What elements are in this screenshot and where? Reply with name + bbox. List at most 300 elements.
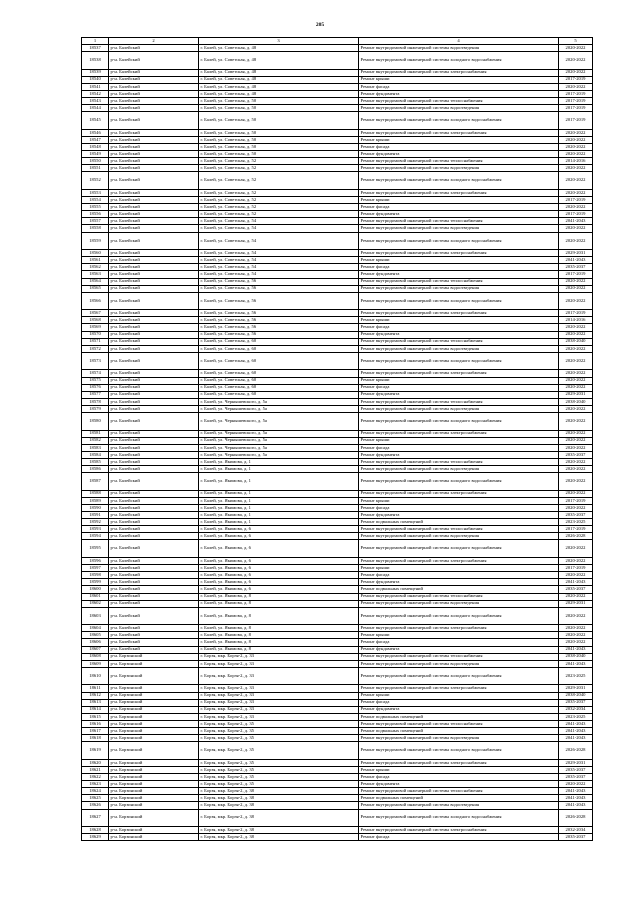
address: г. Балей, ул. Советская, д. 48 bbox=[199, 69, 359, 76]
row-number: 18566 bbox=[82, 292, 109, 310]
term: 2035-2037 bbox=[559, 512, 593, 519]
address: г. Балей, ул. Советская, д. 60 bbox=[199, 384, 359, 391]
address: г. Борзя, мкр. Борзя-2, д. 35 bbox=[199, 759, 359, 766]
row-number: 18603 bbox=[82, 607, 109, 625]
address: г. Борзя, мкр. Борзя-2, д. 35 bbox=[199, 773, 359, 780]
table-row bbox=[82, 204, 593, 211]
district: р-н. Балейский bbox=[109, 285, 199, 292]
page-number: 205 bbox=[315, 22, 325, 28]
address: г. Балей, ул. Якимова, д. 8 bbox=[199, 646, 359, 653]
table-row bbox=[82, 211, 593, 218]
row-number: 18562 bbox=[82, 264, 109, 271]
address: г. Борзя, мкр. Борзя-2, д. 33 bbox=[199, 653, 359, 660]
term: 2029-2031 bbox=[559, 685, 593, 692]
row-number: 18622 bbox=[82, 773, 109, 780]
address: г. Балей, ул. Советская, д. 56 bbox=[199, 310, 359, 317]
row-number: 18577 bbox=[82, 391, 109, 398]
work-type: Ремонт крыши bbox=[359, 257, 559, 264]
table-row bbox=[82, 225, 593, 232]
row-number: 18625 bbox=[82, 795, 109, 802]
row-number: 18617 bbox=[82, 728, 109, 735]
table-row bbox=[82, 519, 593, 526]
table-row bbox=[82, 232, 593, 250]
row-number: 18570 bbox=[82, 331, 109, 338]
term: 2032-2034 bbox=[559, 827, 593, 834]
work-type: Ремонт внутридомовой инженерной системы водоотведения bbox=[359, 225, 559, 232]
address: г. Балей, ул. Якимова, д. 1 bbox=[199, 466, 359, 473]
district: р-н. Балейский bbox=[109, 473, 199, 491]
term: 2020-2022 bbox=[559, 345, 593, 352]
row-number: 18573 bbox=[82, 352, 109, 370]
table-row bbox=[82, 781, 593, 788]
table-row bbox=[82, 151, 593, 158]
district: р-н. Балейский bbox=[109, 519, 199, 526]
table-row bbox=[82, 250, 593, 257]
term: 2041-2043 bbox=[559, 579, 593, 586]
row-number: 18575 bbox=[82, 377, 109, 384]
column-header-5: 5 bbox=[559, 38, 593, 45]
table-row bbox=[82, 391, 593, 398]
term: 2035-2037 bbox=[559, 773, 593, 780]
district: р-н. Борзинский bbox=[109, 699, 199, 706]
address: г. Балей, ул. Советская, д. 54 bbox=[199, 271, 359, 278]
address: г. Балей, ул. Чернышевского, д. 5а bbox=[199, 437, 359, 444]
row-number: 18587 bbox=[82, 473, 109, 491]
row-number: 18612 bbox=[82, 692, 109, 699]
work-type: Ремонт внутридомовой инженерной системы холодного водоснабжения bbox=[359, 52, 559, 70]
work-type: Ремонт внутридомовой инженерной системы электроснабжения bbox=[359, 759, 559, 766]
column-header-2: 2 bbox=[109, 38, 199, 45]
term: 2020-2022 bbox=[559, 781, 593, 788]
row-number: 18559 bbox=[82, 232, 109, 250]
district: р-н. Балейский bbox=[109, 600, 199, 607]
table-header bbox=[82, 38, 593, 45]
address: г. Балей, ул. Советская, д. 50 bbox=[199, 112, 359, 130]
table-row bbox=[82, 579, 593, 586]
work-type: Ремонт фасада bbox=[359, 773, 559, 780]
address: г. Борзя, мкр. Борзя-2, д. 38 bbox=[199, 795, 359, 802]
term: 2023-2025 bbox=[559, 713, 593, 720]
address: г. Балей, ул. Советская, д. 52 bbox=[199, 165, 359, 172]
table-row bbox=[82, 218, 593, 225]
address: г. Балей, ул. Советская, д. 60 bbox=[199, 345, 359, 352]
term: 2020-2022 bbox=[559, 490, 593, 497]
table-row bbox=[82, 795, 593, 802]
row-number: 18569 bbox=[82, 324, 109, 331]
table-row bbox=[82, 112, 593, 130]
table-row bbox=[82, 352, 593, 370]
table-row bbox=[82, 773, 593, 780]
row-number: 18564 bbox=[82, 278, 109, 285]
work-type: Ремонт крыши bbox=[359, 317, 559, 324]
address: г. Балей, ул. Советская, д. 60 bbox=[199, 338, 359, 345]
district: р-н. Балейский bbox=[109, 437, 199, 444]
row-number: 18621 bbox=[82, 766, 109, 773]
district: р-н. Балейский bbox=[109, 451, 199, 458]
address: г. Балей, ул. Якимова, д. 6 bbox=[199, 572, 359, 579]
work-type: Ремонт внутридомовой инженерной системы теплоснабжения bbox=[359, 458, 559, 465]
term: 2014-2016 bbox=[559, 158, 593, 165]
district: р-н. Балейский bbox=[109, 557, 199, 564]
work-type: Ремонт фундамента bbox=[359, 512, 559, 519]
address: г. Балей, ул. Якимова, д. 6 bbox=[199, 565, 359, 572]
row-number: 18608 bbox=[82, 653, 109, 660]
term: 2041-2043 bbox=[559, 802, 593, 809]
table-row bbox=[82, 52, 593, 70]
table-row bbox=[82, 540, 593, 558]
district: р-н. Балейский bbox=[109, 593, 199, 600]
address: г. Балей, ул. Якимова, д. 1 bbox=[199, 512, 359, 519]
row-number: 18620 bbox=[82, 759, 109, 766]
address: г. Борзя, мкр. Борзя-2, д. 38 bbox=[199, 834, 359, 841]
column-header-1: 1 bbox=[82, 38, 109, 45]
row-number: 18567 bbox=[82, 310, 109, 317]
work-type: Ремонт внутридомовой инженерной системы электроснабжения bbox=[359, 625, 559, 632]
work-type: Ремонт внутридомовой инженерной системы теплоснабжения bbox=[359, 526, 559, 533]
term: 2035-2037 bbox=[559, 834, 593, 841]
address: г. Балей, ул. Чернышевского, д. 5а bbox=[199, 451, 359, 458]
table-row bbox=[82, 90, 593, 97]
table-row bbox=[82, 788, 593, 795]
district: р-н. Борзинский bbox=[109, 795, 199, 802]
table-row bbox=[82, 405, 593, 412]
table-row bbox=[82, 504, 593, 511]
work-type: Ремонт внутридомовой инженерной системы водоотведения bbox=[359, 466, 559, 473]
term: 2020-2022 bbox=[559, 593, 593, 600]
term: 2038-2040 bbox=[559, 338, 593, 345]
term: 2035-2037 bbox=[559, 264, 593, 271]
work-type: Ремонт фундамента bbox=[359, 331, 559, 338]
address: г. Балей, ул. Советская, д. 50 bbox=[199, 151, 359, 158]
district: р-н. Балейский bbox=[109, 218, 199, 225]
row-number: 18537 bbox=[82, 45, 109, 52]
district: р-н. Балейский bbox=[109, 646, 199, 653]
row-number: 18543 bbox=[82, 98, 109, 105]
work-type: Ремонт внутридомовой инженерной системы теплоснабжения bbox=[359, 338, 559, 345]
column-header-4: 4 bbox=[359, 38, 559, 45]
row-number: 18602 bbox=[82, 600, 109, 607]
term: 2020-2022 bbox=[559, 377, 593, 384]
row-number: 18598 bbox=[82, 572, 109, 579]
work-type: Ремонт крыши bbox=[359, 197, 559, 204]
district: р-н. Борзинский bbox=[109, 781, 199, 788]
term: 2017-2019 bbox=[559, 271, 593, 278]
table-row bbox=[82, 660, 593, 667]
table-row bbox=[82, 158, 593, 165]
work-type: Ремонт внутридомовой инженерной системы электроснабжения bbox=[359, 827, 559, 834]
term: 2020-2022 bbox=[559, 413, 593, 431]
row-number: 18554 bbox=[82, 197, 109, 204]
row-number: 18586 bbox=[82, 466, 109, 473]
table-row bbox=[82, 285, 593, 292]
work-type: Ремонт фасада bbox=[359, 143, 559, 150]
work-type: Ремонт крыши bbox=[359, 497, 559, 504]
district: р-н. Борзинский bbox=[109, 742, 199, 760]
work-type: Ремонт крыши bbox=[359, 692, 559, 699]
work-type: Ремонт внутридомовой инженерной системы теплоснабжения bbox=[359, 398, 559, 405]
district: р-н. Балейский bbox=[109, 352, 199, 370]
term: 2023-2025 bbox=[559, 667, 593, 685]
term: 2020-2022 bbox=[559, 430, 593, 437]
address: г. Балей, ул. Советская, д. 50 bbox=[199, 129, 359, 136]
district: р-н. Балейский bbox=[109, 540, 199, 558]
term: 2020-2022 bbox=[559, 444, 593, 451]
row-number: 18548 bbox=[82, 143, 109, 150]
table-row bbox=[82, 292, 593, 310]
district: р-н. Борзинский bbox=[109, 834, 199, 841]
work-type: Ремонт внутридомовой инженерной системы электроснабжения bbox=[359, 430, 559, 437]
table-row bbox=[82, 444, 593, 451]
address: г. Балей, ул. Якимова, д. 1 bbox=[199, 519, 359, 526]
table-row bbox=[82, 742, 593, 760]
term: 2020-2022 bbox=[559, 458, 593, 465]
term: 2035-2037 bbox=[559, 699, 593, 706]
table-row bbox=[82, 257, 593, 264]
term: 2017-2019 bbox=[559, 497, 593, 504]
row-number: 18588 bbox=[82, 490, 109, 497]
work-type: Ремонт внутридомовой инженерной системы холодного водоснабжения bbox=[359, 352, 559, 370]
term: 2017-2019 bbox=[559, 112, 593, 130]
table-row bbox=[82, 685, 593, 692]
term: 2041-2043 bbox=[559, 660, 593, 667]
district: р-н. Борзинский bbox=[109, 653, 199, 660]
term: 2017-2019 bbox=[559, 197, 593, 204]
work-type: Ремонт фасада bbox=[359, 324, 559, 331]
work-type: Ремонт фасада bbox=[359, 834, 559, 841]
table-row bbox=[82, 593, 593, 600]
work-type: Ремонт крыши bbox=[359, 136, 559, 143]
term: 2020-2022 bbox=[559, 83, 593, 90]
work-type: Ремонт фасада bbox=[359, 444, 559, 451]
district: р-н. Балейский bbox=[109, 76, 199, 83]
table-row bbox=[82, 430, 593, 437]
table-row bbox=[82, 165, 593, 172]
district: р-н. Балейский bbox=[109, 112, 199, 130]
work-type: Ремонт внутридомовой инженерной системы электроснабжения bbox=[359, 250, 559, 257]
address: г. Борзя, мкр. Борзя-2, д. 33 bbox=[199, 692, 359, 699]
district: р-н. Балейский bbox=[109, 165, 199, 172]
row-number: 18555 bbox=[82, 204, 109, 211]
table-row bbox=[82, 692, 593, 699]
work-type: Ремонт внутридомовой инженерной системы холодного водоснабжения bbox=[359, 232, 559, 250]
address: г. Балей, ул. Якимова, д. 6 bbox=[199, 586, 359, 593]
work-type: Ремонт фундамента bbox=[359, 706, 559, 713]
table-row bbox=[82, 172, 593, 190]
work-type: Ремонт фундамента bbox=[359, 271, 559, 278]
address: г. Балей, ул. Советская, д. 60 bbox=[199, 352, 359, 370]
row-number: 18618 bbox=[82, 735, 109, 742]
address: г. Балей, ул. Советская, д. 54 bbox=[199, 232, 359, 250]
row-number: 18551 bbox=[82, 165, 109, 172]
table-row bbox=[82, 827, 593, 834]
table-row bbox=[82, 735, 593, 742]
term: 2041-2043 bbox=[559, 646, 593, 653]
work-type: Ремонт внутридомовой инженерной системы водоотведения bbox=[359, 802, 559, 809]
district: р-н. Борзинский bbox=[109, 788, 199, 795]
term: 2035-2037 bbox=[559, 451, 593, 458]
address: г. Борзя, мкр. Борзя-2, д. 38 bbox=[199, 809, 359, 827]
address: г. Борзя, мкр. Борзя-2, д. 33 bbox=[199, 667, 359, 685]
work-type: Ремонт внутридомовой инженерной системы водоотведения bbox=[359, 105, 559, 112]
term: 2020-2022 bbox=[559, 473, 593, 491]
address: г. Балей, ул. Чернышевского, д. 5а bbox=[199, 398, 359, 405]
address: г. Балей, ул. Якимова, д. 1 bbox=[199, 458, 359, 465]
table-row bbox=[82, 437, 593, 444]
table-row bbox=[82, 317, 593, 324]
term: 2026-2028 bbox=[559, 742, 593, 760]
table-row bbox=[82, 625, 593, 632]
district: р-н. Балейский bbox=[109, 98, 199, 105]
district: р-н. Балейский bbox=[109, 204, 199, 211]
district: р-н. Балейский bbox=[109, 625, 199, 632]
district: р-н. Балейский bbox=[109, 197, 199, 204]
table-row bbox=[82, 129, 593, 136]
term: 2020-2022 bbox=[559, 625, 593, 632]
address: г. Борзя, мкр. Борзя-2, д. 33 bbox=[199, 699, 359, 706]
address: г. Балей, ул. Советская, д. 54 bbox=[199, 250, 359, 257]
work-type: Ремонт внутридомовой инженерной системы электроснабжения bbox=[359, 685, 559, 692]
term: 2020-2022 bbox=[559, 540, 593, 558]
table-row bbox=[82, 526, 593, 533]
table-row bbox=[82, 370, 593, 377]
address: г. Балей, ул. Советская, д. 60 bbox=[199, 377, 359, 384]
table-row bbox=[82, 834, 593, 841]
work-type: Ремонт фасада bbox=[359, 204, 559, 211]
term: 2020-2022 bbox=[559, 172, 593, 190]
row-number: 18553 bbox=[82, 189, 109, 196]
term: 2020-2022 bbox=[559, 632, 593, 639]
work-type: Ремонт фундамента bbox=[359, 90, 559, 97]
table-row bbox=[82, 136, 593, 143]
table-row bbox=[82, 490, 593, 497]
district: р-н. Балейский bbox=[109, 324, 199, 331]
work-type: Ремонт внутридомовой инженерной системы водоотведения bbox=[359, 533, 559, 540]
term: 2020-2022 bbox=[559, 52, 593, 70]
work-type: Ремонт внутридомовой инженерной системы водоотведения bbox=[359, 660, 559, 667]
work-type: Ремонт подвальных помещений bbox=[359, 713, 559, 720]
district: р-н. Балейский bbox=[109, 250, 199, 257]
district: р-н. Борзинский bbox=[109, 660, 199, 667]
district: р-н. Балейский bbox=[109, 490, 199, 497]
term: 2020-2022 bbox=[559, 324, 593, 331]
row-number: 18550 bbox=[82, 158, 109, 165]
table-row bbox=[82, 653, 593, 660]
table-row bbox=[82, 466, 593, 473]
work-type: Ремонт фундамента bbox=[359, 451, 559, 458]
work-type: Ремонт подвальных помещений bbox=[359, 519, 559, 526]
term: 2041-2043 bbox=[559, 728, 593, 735]
row-number: 18600 bbox=[82, 586, 109, 593]
district: р-н. Балейский bbox=[109, 136, 199, 143]
work-type: Ремонт крыши bbox=[359, 76, 559, 83]
address: г. Балей, ул. Советская, д. 50 bbox=[199, 143, 359, 150]
address: г. Борзя, мкр. Борзя-2, д. 35 bbox=[199, 735, 359, 742]
district: р-н. Балейский bbox=[109, 257, 199, 264]
district: р-н. Борзинский bbox=[109, 685, 199, 692]
work-type: Ремонт внутридомовой инженерной системы водоотведения bbox=[359, 735, 559, 742]
row-number: 18605 bbox=[82, 632, 109, 639]
row-number: 18607 bbox=[82, 646, 109, 653]
district: р-н. Балейский bbox=[109, 271, 199, 278]
address: г. Борзя, мкр. Борзя-2, д. 33 bbox=[199, 706, 359, 713]
term: 2017-2019 bbox=[559, 565, 593, 572]
work-type: Ремонт крыши bbox=[359, 632, 559, 639]
address: г. Борзя, мкр. Борзя-2, д. 35 bbox=[199, 781, 359, 788]
row-number: 18591 bbox=[82, 512, 109, 519]
term: 2038-2040 bbox=[559, 653, 593, 660]
column-header-3: 3 bbox=[199, 38, 359, 45]
row-number: 18542 bbox=[82, 90, 109, 97]
district: р-н. Балейский bbox=[109, 391, 199, 398]
term: 2020-2022 bbox=[559, 165, 593, 172]
row-number: 18579 bbox=[82, 405, 109, 412]
district: р-н. Борзинский bbox=[109, 766, 199, 773]
table-row bbox=[82, 189, 593, 196]
address: г. Балей, ул. Советская, д. 50 bbox=[199, 98, 359, 105]
row-number: 18580 bbox=[82, 413, 109, 431]
work-type: Ремонт внутридомовой инженерной системы электроснабжения bbox=[359, 310, 559, 317]
address: г. Балей, ул. Советская, д. 48 bbox=[199, 90, 359, 97]
row-number: 18541 bbox=[82, 83, 109, 90]
table-body bbox=[82, 45, 593, 841]
work-type: Ремонт фасада bbox=[359, 384, 559, 391]
term: 2020-2022 bbox=[559, 405, 593, 412]
row-number: 18589 bbox=[82, 497, 109, 504]
address: г. Балей, ул. Советская, д. 50 bbox=[199, 136, 359, 143]
work-type: Ремонт внутридомовой инженерной системы водоотведения bbox=[359, 600, 559, 607]
table-row bbox=[82, 632, 593, 639]
district: р-н. Борзинский bbox=[109, 706, 199, 713]
term: 2041-2043 bbox=[559, 735, 593, 742]
row-number: 18613 bbox=[82, 699, 109, 706]
table-row bbox=[82, 473, 593, 491]
address: г. Балей, ул. Советская, д. 54 bbox=[199, 225, 359, 232]
work-type: Ремонт внутридомовой инженерной системы холодного водоснабжения bbox=[359, 540, 559, 558]
table-row bbox=[82, 646, 593, 653]
address: г. Балей, ул. Советская, д. 56 bbox=[199, 331, 359, 338]
address: г. Балей, ул. Якимова, д. 6 bbox=[199, 526, 359, 533]
row-number: 18539 bbox=[82, 69, 109, 76]
row-number: 18604 bbox=[82, 625, 109, 632]
work-type: Ремонт внутридомовой инженерной системы электроснабжения bbox=[359, 370, 559, 377]
district: р-н. Балейский bbox=[109, 512, 199, 519]
work-type: Ремонт фасада bbox=[359, 264, 559, 271]
district: р-н. Балейский bbox=[109, 405, 199, 412]
address: г. Балей, ул. Чернышевского, д. 5а bbox=[199, 430, 359, 437]
term: 2020-2022 bbox=[559, 466, 593, 473]
table-row bbox=[82, 728, 593, 735]
table-row bbox=[82, 398, 593, 405]
table-row bbox=[82, 607, 593, 625]
work-type: Ремонт фундамента bbox=[359, 151, 559, 158]
row-number: 18544 bbox=[82, 105, 109, 112]
work-type: Ремонт внутридомовой инженерной системы теплоснабжения bbox=[359, 788, 559, 795]
table-row bbox=[82, 586, 593, 593]
term: 2020-2022 bbox=[559, 384, 593, 391]
work-type: Ремонт крыши bbox=[359, 437, 559, 444]
term: 2029-2031 bbox=[559, 600, 593, 607]
address: г. Балей, ул. Советская, д. 56 bbox=[199, 317, 359, 324]
district: р-н. Балейский bbox=[109, 413, 199, 431]
address: г. Балей, ул. Якимова, д. 1 bbox=[199, 504, 359, 511]
row-number: 18549 bbox=[82, 151, 109, 158]
work-type: Ремонт внутридомовой инженерной системы электроснабжения bbox=[359, 129, 559, 136]
work-type: Ремонт внутридомовой инженерной системы теплоснабжения bbox=[359, 720, 559, 727]
term: 2020-2022 bbox=[559, 557, 593, 564]
work-type: Ремонт внутридомовой инженерной системы водоотведения bbox=[359, 405, 559, 412]
district: р-н. Балейский bbox=[109, 639, 199, 646]
address: г. Борзя, мкр. Борзя-2, д. 38 bbox=[199, 827, 359, 834]
